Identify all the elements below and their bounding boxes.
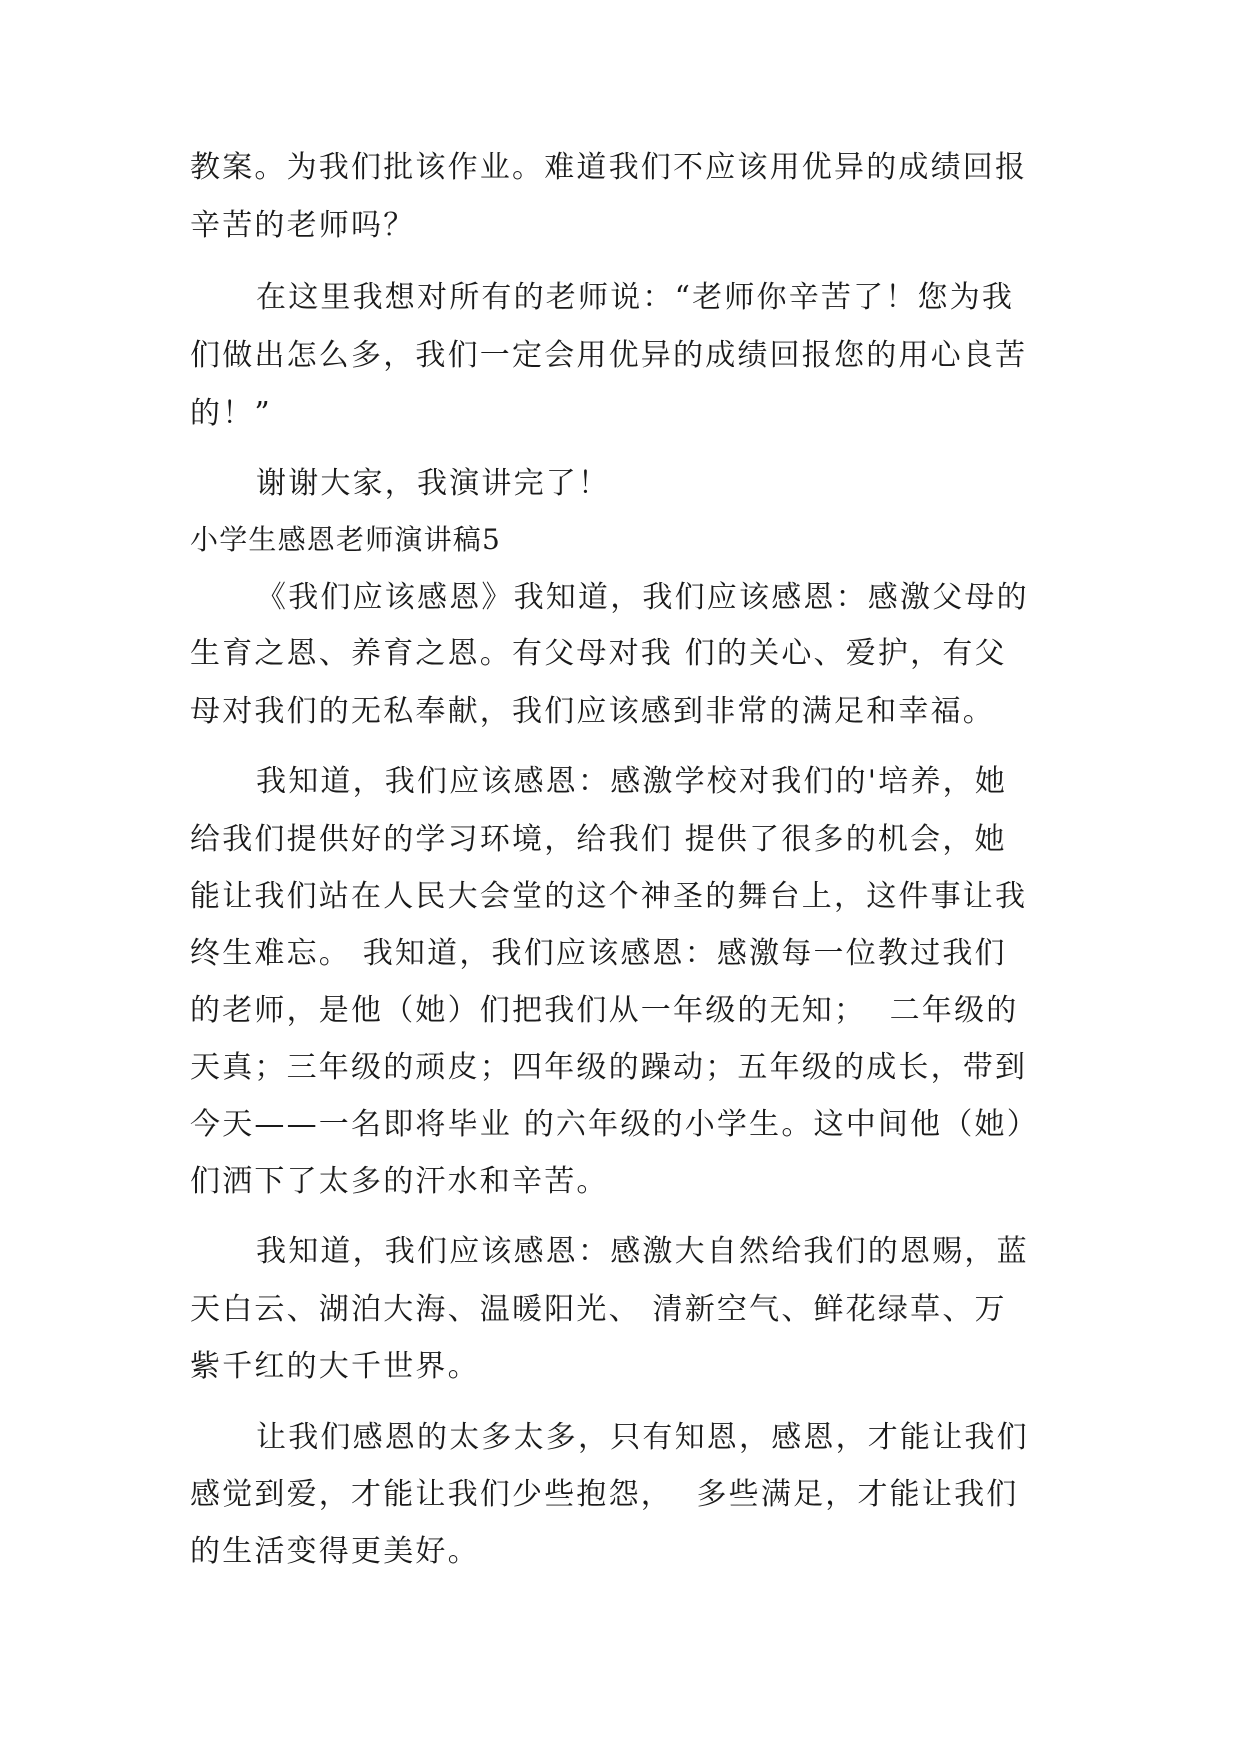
text-line: 能让我们站在人民大会堂的这个神圣的舞台上，这件事让我	[190, 879, 1028, 914]
text-line: 天白云、湖泊大海、温暖阳光、 清新空气、鲜花绿草、万	[190, 1292, 1007, 1327]
text-line: 谢谢大家，我演讲完了！	[256, 466, 611, 501]
text-line: 辛苦的老师吗？	[190, 208, 416, 243]
text-line: 紫千红的大千世界。	[190, 1349, 480, 1384]
text-line: 《我们应该感恩》我知道，我们应该感恩：感激父母的	[256, 580, 1029, 615]
text-line: 我知道，我们应该感恩：感激大自然给我们的恩赐，蓝	[256, 1234, 1029, 1269]
text-line: 在这里我想对所有的老师说：“老师你辛苦了！您为我	[256, 280, 1015, 315]
text-line: 今天——一名即将毕业 的六年级的小学生。这中间他（她）	[190, 1107, 1039, 1142]
text-line: 我知道，我们应该感恩：感激学校对我们的'培养，她	[256, 764, 1008, 799]
text-line: 让我们感恩的太多太多，只有知恩，感恩，才能让我们	[256, 1420, 1029, 1455]
text-line: 们做出怎么多，我们一定会用优异的成绩回报您的用心良苦	[190, 338, 1028, 373]
text-line: 感觉到爱，才能让我们少些抱怨， 多些满足，才能让我们	[190, 1477, 1019, 1512]
text-line: 的！”	[190, 396, 272, 431]
text-line: 生育之恩、养育之恩。有父母对我 们的关心、爱护，有父	[190, 636, 1007, 671]
text-line: 母对我们的无私奉献，我们应该感到非常的满足和幸福。	[190, 694, 995, 729]
text-line: 天真；三年级的顽皮；四年级的躁动；五年级的成长，带到	[190, 1050, 1028, 1085]
text-line: 终生难忘。 我知道，我们应该感恩：感激每一位教过我们	[190, 936, 1007, 971]
text-line: 们洒下了太多的汗水和辛苦。	[190, 1164, 609, 1199]
section-heading: 小学生感恩老师演讲稿5	[190, 523, 502, 556]
text-line: 给我们提供好的学习环境，给我们 提供了很多的机会，她	[190, 822, 1007, 857]
text-line: 的老师，是他（她）们把我们从一年级的无知； 二年级的	[190, 993, 1019, 1028]
text-line: 教案。为我们批该作业。难道我们不应该用优异的成绩回报	[190, 150, 1028, 185]
text-line: 的生活变得更美好。	[190, 1534, 480, 1569]
